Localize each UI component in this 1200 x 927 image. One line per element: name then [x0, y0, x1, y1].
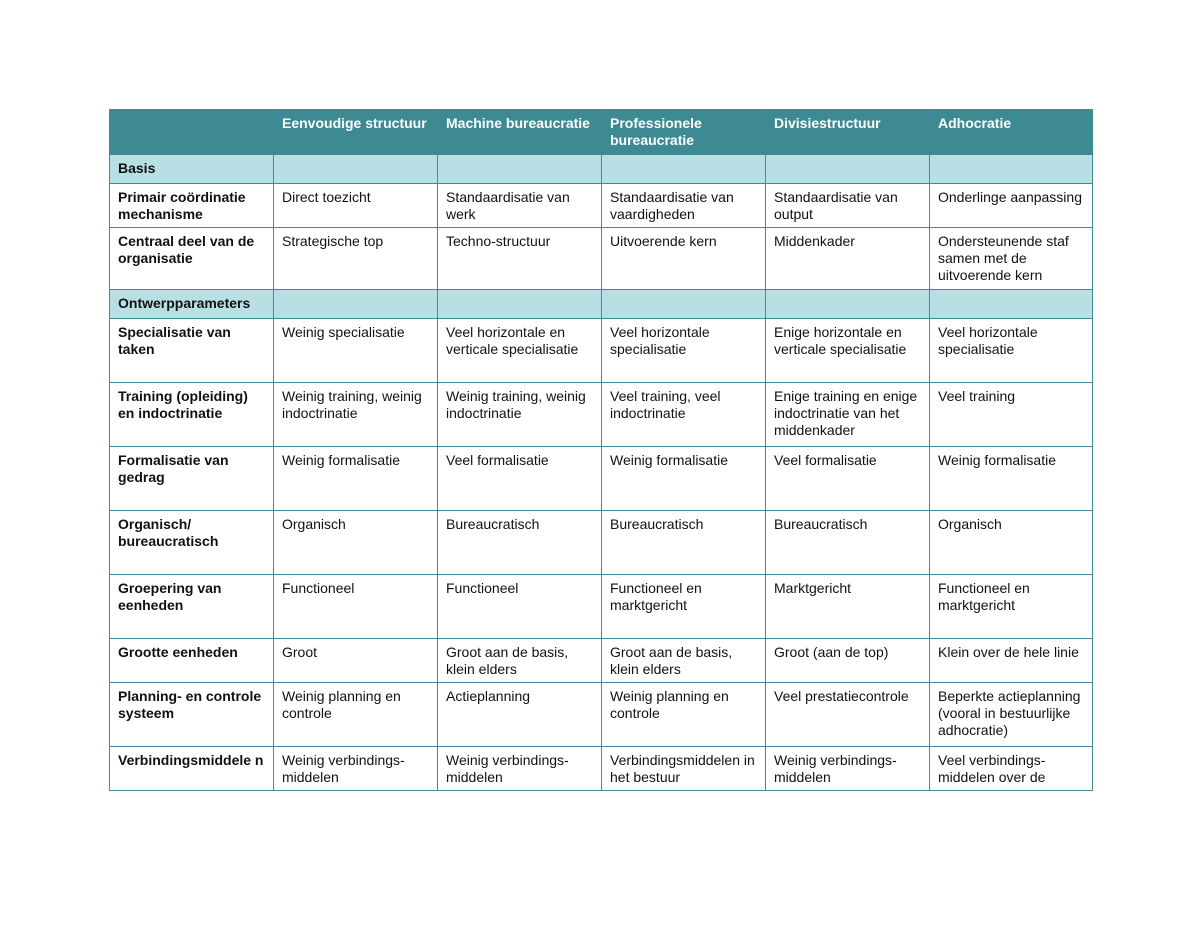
table-cell: Klein over de hele linie	[930, 639, 1093, 683]
table-cell: Uitvoerende kern	[602, 228, 766, 290]
row-label: Specialisatie van taken	[110, 319, 274, 383]
table-row	[110, 383, 1093, 447]
section-row-basis	[110, 155, 1093, 184]
table-cell: Standaardisatie van vaardigheden	[602, 184, 766, 228]
table-cell: Functioneel	[274, 575, 438, 639]
row-label: Verbindingsmiddele n	[110, 747, 274, 791]
table-cell: Bureaucratisch	[438, 511, 602, 575]
table-cell: Weinig planning en controle	[274, 683, 438, 747]
table-cell: Veel prestatiecontrole	[766, 683, 930, 747]
table-row	[110, 447, 1093, 511]
table-cell: Actieplanning	[438, 683, 602, 747]
table-cell: Veel formalisatie	[438, 447, 602, 511]
table-cell: Functioneel en marktgericht	[602, 575, 766, 639]
table-cell: Groot	[274, 639, 438, 683]
table-row	[110, 575, 1093, 639]
header-cell-divisiestructuur: Divisiestructuur	[766, 110, 930, 155]
table-row	[110, 683, 1093, 747]
table-cell: Weinig specialisatie	[274, 319, 438, 383]
table-header-row	[110, 110, 1093, 155]
table-cell: Weinig verbindings-middelen	[438, 747, 602, 791]
table-cell: Marktgericht	[766, 575, 930, 639]
table-cell: Functioneel en marktgericht	[930, 575, 1093, 639]
table-row	[110, 228, 1093, 290]
table-cell: Weinig planning en controle	[602, 683, 766, 747]
table-cell: Veel horizontale specialisatie	[602, 319, 766, 383]
table-cell: Beperkte actieplanning (vooral in bestuurlijke adhocratie)	[930, 683, 1093, 747]
organization-structure-table	[109, 109, 1093, 791]
table-row	[110, 511, 1093, 575]
table-cell: Groot (aan de top)	[766, 639, 930, 683]
section-title: Basis	[110, 155, 274, 184]
section-row-ontwerpparameters	[110, 290, 1093, 319]
table-cell: Veel horizontale specialisatie	[930, 319, 1093, 383]
table-cell: Standaardisatie van werk	[438, 184, 602, 228]
table-cell: Weinig verbindings-middelen	[766, 747, 930, 791]
table-row	[110, 747, 1093, 791]
table-cell: Enige horizontale en verticale specialisatie	[766, 319, 930, 383]
table-cell: Functioneel	[438, 575, 602, 639]
table-cell: Standaardisatie van output	[766, 184, 930, 228]
table-cell: Weinig training, weinig indoctrinatie	[438, 383, 602, 447]
table-cell: Onderlinge aanpassing	[930, 184, 1093, 228]
table-cell: Veel formalisatie	[766, 447, 930, 511]
header-cell-empty	[110, 110, 274, 155]
header-cell-adhocratie: Adhocratie	[930, 110, 1093, 155]
row-label: Formalisatie van gedrag	[110, 447, 274, 511]
table-cell: Groot aan de basis, klein elders	[602, 639, 766, 683]
table-cell: Weinig formalisatie	[930, 447, 1093, 511]
row-label: Training (opleiding) en indoctrinatie	[110, 383, 274, 447]
header-cell-eenvoudige-structuur: Eenvoudige structuur	[274, 110, 438, 155]
table-cell: Ondersteunende staf samen met de uitvoerende kern	[930, 228, 1093, 290]
table-cell: Middenkader	[766, 228, 930, 290]
section-title: Ontwerpparameters	[110, 290, 274, 319]
table-cell: Weinig formalisatie	[274, 447, 438, 511]
table-cell: Organisch	[930, 511, 1093, 575]
table-cell: Strategische top	[274, 228, 438, 290]
table-cell: Veel training, veel indoctrinatie	[602, 383, 766, 447]
row-label: Centraal deel van de organisatie	[110, 228, 274, 290]
table-cell: Techno-structuur	[438, 228, 602, 290]
table-cell: Weinig verbindings-middelen	[274, 747, 438, 791]
table-row	[110, 639, 1093, 683]
row-label: Planning- en controle systeem	[110, 683, 274, 747]
table-row	[110, 184, 1093, 228]
table-cell: Bureaucratisch	[602, 511, 766, 575]
table-cell: Organisch	[274, 511, 438, 575]
row-label: Primair coördinatie mechanisme	[110, 184, 274, 228]
table-cell: Groot aan de basis, klein elders	[438, 639, 602, 683]
table-cell: Veel horizontale en verticale specialisatie	[438, 319, 602, 383]
table-cell: Direct toezicht	[274, 184, 438, 228]
row-label: Organisch/ bureaucratisch	[110, 511, 274, 575]
table-cell: Veel verbindings-middelen over de	[930, 747, 1093, 791]
row-label: Groepering van eenheden	[110, 575, 274, 639]
table-cell: Enige training en enige indoctrinatie van het middenkader	[766, 383, 930, 447]
table-row	[110, 319, 1093, 383]
table-cell: Bureaucratisch	[766, 511, 930, 575]
table-cell: Verbindingsmiddelen in het bestuur	[602, 747, 766, 791]
table-cell: Weinig formalisatie	[602, 447, 766, 511]
table-cell: Weinig training, weinig indoctrinatie	[274, 383, 438, 447]
header-cell-professionele-bureaucratie: Professionele bureaucratie	[602, 110, 766, 155]
row-label: Grootte eenheden	[110, 639, 274, 683]
header-cell-machine-bureaucratie: Machine bureaucratie	[438, 110, 602, 155]
table-cell: Veel training	[930, 383, 1093, 447]
